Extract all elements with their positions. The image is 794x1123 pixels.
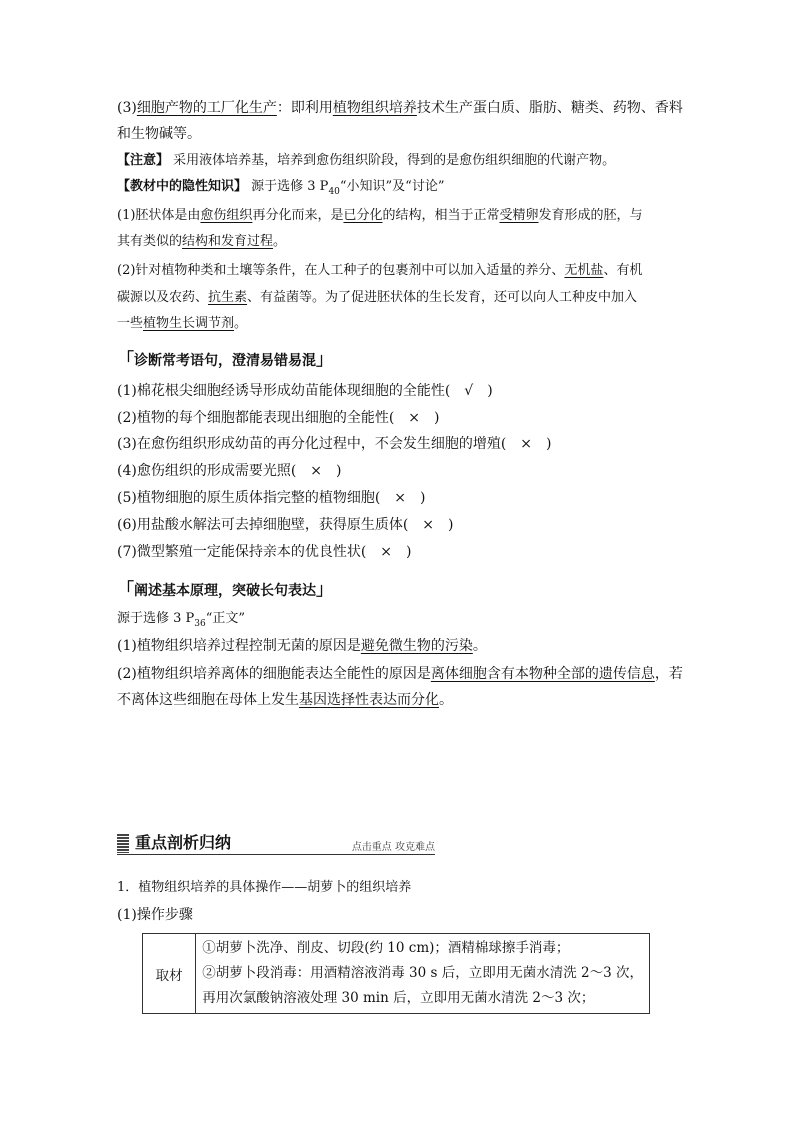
text-segment: 。 xyxy=(273,234,287,249)
explain-source-page: 36 xyxy=(194,619,206,629)
text-segment: (1)胚状体是由 xyxy=(117,208,201,223)
underlined-term: 避免微生物的污染 xyxy=(360,638,473,654)
hidden-knowledge-header xyxy=(117,177,444,198)
underlined-term: 离体细胞含有本物种全部的遗传信息 xyxy=(430,666,655,682)
text-segment: 其有类似的 xyxy=(117,234,183,249)
diag-item-close: ) xyxy=(336,463,342,479)
hidden-p2-line1 xyxy=(117,261,642,281)
text-segment: 。 xyxy=(439,692,453,708)
para3-prefix: (3) xyxy=(117,100,137,116)
text-segment: 一些 xyxy=(117,316,144,331)
op-heading: 1．植物组织培养的具体操作——胡萝卜的组织培养 xyxy=(117,880,412,895)
table-line: ①胡萝卜洗净、削皮、切段(约 10 cm)；酒精棉球擦手消毒； xyxy=(202,940,570,956)
section-header xyxy=(117,832,435,855)
diag-item-close: ) xyxy=(406,544,412,560)
diag-item-close: ) xyxy=(448,517,454,533)
table-value-cell xyxy=(196,934,650,1014)
diag-item-text: (1)棉花根尖细胞经诱导形成幼苗能体现细胞的全能性( xyxy=(117,383,451,399)
note-line xyxy=(117,151,615,171)
text-segment: 的结构，相当于正常 xyxy=(382,208,500,223)
section-subtitle: 点击重点 攻克难点 xyxy=(351,842,435,853)
operation-table xyxy=(142,933,650,1014)
text-segment: 、有机 xyxy=(603,263,643,278)
hidden-p1-line2 xyxy=(117,232,286,252)
text-segment: 不离体这些细胞在母体上发生 xyxy=(117,692,299,708)
note-text: 采用液体培养基，培养到愈伤组织阶段，得到的是愈伤组织细胞的代谢产物。 xyxy=(169,153,616,168)
diag-item-text: (7)微型繁殖一定能保持亲本的优良性状( xyxy=(117,544,367,560)
text-segment: 再分化而来，是 xyxy=(252,208,344,223)
diag-item-text: (2)植物的每个细胞都能表现出细胞的全能性( xyxy=(117,410,395,426)
text-segment: 、有益菌等。为了促进胚状体的生长发育，还可以向人工种皮中加入 xyxy=(247,290,638,305)
diag-title-text: 诊断常考语句，澄清易错易混 xyxy=(134,353,316,369)
hidden-source-pre: 源于选修 3 P xyxy=(247,179,329,194)
text-segment: 碳源以及农药、 xyxy=(117,290,209,305)
hidden-source-page: 40 xyxy=(328,187,340,197)
diag-item-mark: × xyxy=(380,544,393,560)
explain-title xyxy=(117,580,333,601)
op-subheading: (1)操作步骤 xyxy=(117,907,193,923)
diag-item xyxy=(117,542,412,562)
diag-item-text: (4)愈伤组织的形成需要光照( xyxy=(117,463,297,479)
hidden-p1-line1 xyxy=(117,206,643,226)
para3-line1 xyxy=(117,98,683,118)
text-segment: ，若 xyxy=(654,666,683,682)
section-title: 重点剖析归纳 xyxy=(135,833,232,852)
para3-term-tissue-culture: 植物组织培养 xyxy=(332,100,417,116)
text-segment: (2)植物组织培养离体的细胞能表达全能性的原因是 xyxy=(117,666,431,682)
diag-item-close: ) xyxy=(434,410,440,426)
left-bracket-icon: 「 xyxy=(117,580,134,600)
diag-item-text: (3)在愈伤组织形成幼苗的再分化过程中，不会发生细胞的增殖( xyxy=(117,436,507,452)
diag-item xyxy=(117,488,426,508)
underlined-term: 植物生长调节剂 xyxy=(143,316,235,331)
diag-item-text: (5)植物细胞的原生质体指完整的植物细胞( xyxy=(117,490,381,506)
text-segment: 。 xyxy=(234,316,248,331)
text-segment: (2)针对植物种类和土壤等条件，在人工种子的包裹剂中可以加入适量的养分、 xyxy=(117,263,565,278)
diag-item-mark: √ xyxy=(464,383,474,399)
diag-item-mark: × xyxy=(394,490,407,506)
table-row xyxy=(143,934,650,1014)
text-segment: 。 xyxy=(472,638,487,654)
text-segment: 发育形成的胚，与 xyxy=(538,208,643,223)
text-segment: (1)植物组织培养过程控制无菌的原因是 xyxy=(117,638,361,654)
diag-item xyxy=(117,408,440,428)
left-bracket-icon: 「 xyxy=(117,350,134,370)
diag-item-text: (6)用盐酸水解法可去掉细胞壁，获得原生质体( xyxy=(117,517,409,533)
diag-title xyxy=(117,350,333,371)
diag-item-close: ) xyxy=(487,383,493,399)
para3-line2: 和生物碱等。 xyxy=(117,126,201,142)
underlined-term: 基因选择性表达而分化 xyxy=(299,692,439,708)
para3-term-factory-production: 细胞产物的工厂化生产 xyxy=(136,100,277,116)
diag-item xyxy=(117,515,454,535)
para3-mid: ：即利用 xyxy=(276,100,333,116)
explain-p2-line2 xyxy=(117,690,453,710)
diag-item-mark: × xyxy=(520,436,533,452)
underlined-term: 无机盐 xyxy=(564,263,604,278)
hidden-knowledge-label: 【教材中的隐性知识】 xyxy=(117,179,248,194)
diag-item xyxy=(117,434,552,454)
diag-item xyxy=(117,381,493,401)
para3-post: 技术生产蛋白质、脂肪、糖类、药物、香料 xyxy=(416,100,683,116)
diag-item xyxy=(117,461,342,481)
right-bracket-icon: 」 xyxy=(316,350,333,370)
explain-source-pre: 源于选修 3 P xyxy=(117,611,195,626)
hidden-p2-line2 xyxy=(117,288,637,308)
explain-p2-line1 xyxy=(117,664,683,684)
diag-item-mark: × xyxy=(408,410,421,426)
diag-item-close: ) xyxy=(420,490,426,506)
hidden-p2-line3 xyxy=(117,314,247,334)
hidden-source-post: “小知识”及“讨论” xyxy=(339,179,445,194)
diag-item-close: ) xyxy=(546,436,552,452)
underlined-term: 受精卵 xyxy=(499,208,539,223)
diag-item-mark: × xyxy=(422,517,435,533)
underlined-term: 已分化 xyxy=(343,208,383,223)
underlined-term: 结构和发育过程 xyxy=(182,234,274,249)
table-key-cell: 取材 xyxy=(143,934,196,1014)
diag-item-mark: × xyxy=(310,463,323,479)
right-bracket-icon: 」 xyxy=(316,580,333,600)
explain-source xyxy=(117,609,245,630)
explain-p1 xyxy=(117,636,487,656)
note-label: 【注意】 xyxy=(117,153,170,168)
underlined-term: 抗生素 xyxy=(208,290,248,305)
table-line: 再用次氯酸钠溶液处理 30 min 后，立即用无菌水清洗 2～3 次； xyxy=(202,990,595,1006)
table-line: ②胡萝卜段消毒：用酒精溶液消毒 30 s 后，立即用无菌水清洗 2～3 次， xyxy=(202,965,643,981)
explain-source-post: “正文” xyxy=(205,611,246,626)
section-bar-icon xyxy=(117,834,129,853)
underlined-term: 愈伤组织 xyxy=(200,208,253,223)
explain-title-text: 阐述基本原理，突破长句表达 xyxy=(134,583,316,599)
